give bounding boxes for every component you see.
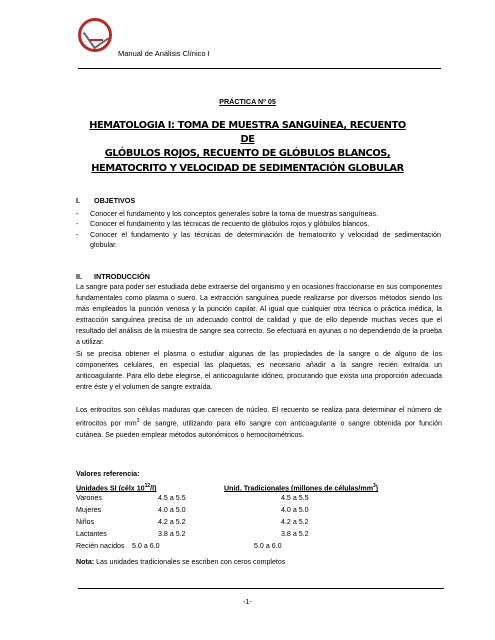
reference-values-table [76, 468, 446, 552]
objectives-list [76, 209, 441, 251]
document-title [86, 119, 409, 176]
table-row [76, 540, 446, 552]
page-header [78, 18, 441, 69]
si-value: 3.8 a 5.2 [158, 530, 186, 538]
table-row [76, 504, 446, 516]
practice-number: PRÁCTICA Nº 05 [219, 97, 276, 106]
row-label: Lactantes [76, 530, 107, 538]
trad-value: 4.2 a 5.2 [281, 518, 309, 526]
intro-paragraph-3 [76, 405, 442, 441]
superscript: 3 [373, 483, 376, 489]
header-text: ) [375, 484, 379, 493]
si-value: 5.0 a 6.0 [132, 542, 160, 550]
list-item: - Conocer el fundamento y las técnicas de recuento de glóbulos rojos y glóbulos blancos. [76, 219, 441, 229]
paragraph-text: Los eritrocitos son células maduras que carecen de núcleo. El recuento se realiza para determinar el número de eritrocitos por mm [76, 406, 442, 428]
section-introduccion-heading [76, 272, 150, 281]
row-label: Varones [76, 494, 102, 502]
institution-logo [78, 18, 112, 52]
header-text: /l) [150, 484, 157, 493]
si-value: 4.2 a 5.2 [158, 518, 186, 526]
trad-value: 3.8 a 5.2 [281, 530, 309, 538]
section-number: II. [76, 272, 82, 281]
row-label: Recién nacidos [76, 542, 125, 550]
si-value: 4.5 a 5.5 [158, 494, 186, 502]
section-objetivos-heading [76, 196, 135, 205]
section-number: I. [76, 196, 80, 205]
title-line-2: GLÓBULOS ROJOS, RECUENTO DE GLÓBULOS BLANCOS, [104, 148, 391, 160]
table-row [76, 492, 446, 504]
table-header [76, 480, 446, 492]
superscript: 3 [136, 418, 140, 425]
title-line-1: HEMATOLOGIA I: TOMA DE MUESTRA SANGUÍNEA, RECUENTO DE [89, 120, 406, 146]
manual-title: Manual de Análisis Clínico I [118, 49, 210, 58]
table-row [76, 528, 446, 540]
note-label: Nota: [76, 558, 95, 566]
trad-value: 4.0 a 5.0 [281, 506, 309, 514]
intro-paragraph-1: La sangre para poder ser estudiada debe extraerse del organismo y en ocasiones fraccionarse en sus componentes fundamentales como plasma o suero. La extracción sanguínea puede realizarse por diversos métodos siendo los más empleados la punción venosa y la punción capilar. Al igual que cualquier otra técnica o práctica médica, la extracción sanguínea precisa de un adecuado control de calidad y que de ello depende muchas veces que el resultado del análisis de la muestra de sangre sea correcto. Se efectuará en ayunas o no dependiendo de la prueba a utilizar. [76, 283, 442, 347]
page-number: -1- [242, 597, 253, 606]
reference-heading: Valores referencia: [76, 470, 140, 478]
footer-divider [78, 588, 444, 589]
title-line-3: HEMATOCRITO Y VELOCIDAD DE SEDIMENTACIÓN GLOBULAR [91, 162, 404, 174]
section-label: OBJETIVOS [94, 196, 136, 205]
trad-value: 4.5 a 5.5 [281, 494, 309, 502]
intro-paragraph-2: Si se precisa obtener el plasma o estudiar algunas de las propiedades de la sangre o de alguno de los componentes celulares, en especial las plaquetas, es necesario añadir a la sangre recién extraída un anticoagulante. Para ello debe elegirse, el anticoagulante idóneo, procurando que exista una proporción adecuada entre éste y el volumen de sangre extraída. [76, 350, 442, 392]
superscript: 12 [144, 483, 151, 489]
row-label: Mujeres [76, 506, 102, 514]
list-item: - Conocer el fundamento y las técnicas de determinación de hematocrito y velocidad de sedimentación globular. [76, 230, 441, 251]
note [76, 558, 285, 566]
si-value: 4.0 a 5.0 [158, 506, 186, 514]
list-item: - Conocer el fundamento y los conceptos generales sobre la toma de muestras sanguíneas. [76, 209, 441, 219]
trad-value: 5.0 a 6.0 [254, 542, 282, 550]
note-text: Las unidades tradicionales se escriben con ceros completos [94, 558, 286, 566]
table-row [76, 516, 446, 528]
header-text: Unidades SI (célx 10 [76, 484, 145, 493]
paragraph-text: de sangre, utilizando para ello sangre con anticoagulante o sangre obtenida por función cutánea. Se pueden emplear métodos autonómicos o hemocitométricos. [76, 419, 443, 439]
header-text: Unid. Tradicionales (millones de células/mm [224, 484, 374, 493]
section-label: INTRODUCCIÓN [94, 272, 150, 281]
row-label: Niños [76, 518, 95, 526]
